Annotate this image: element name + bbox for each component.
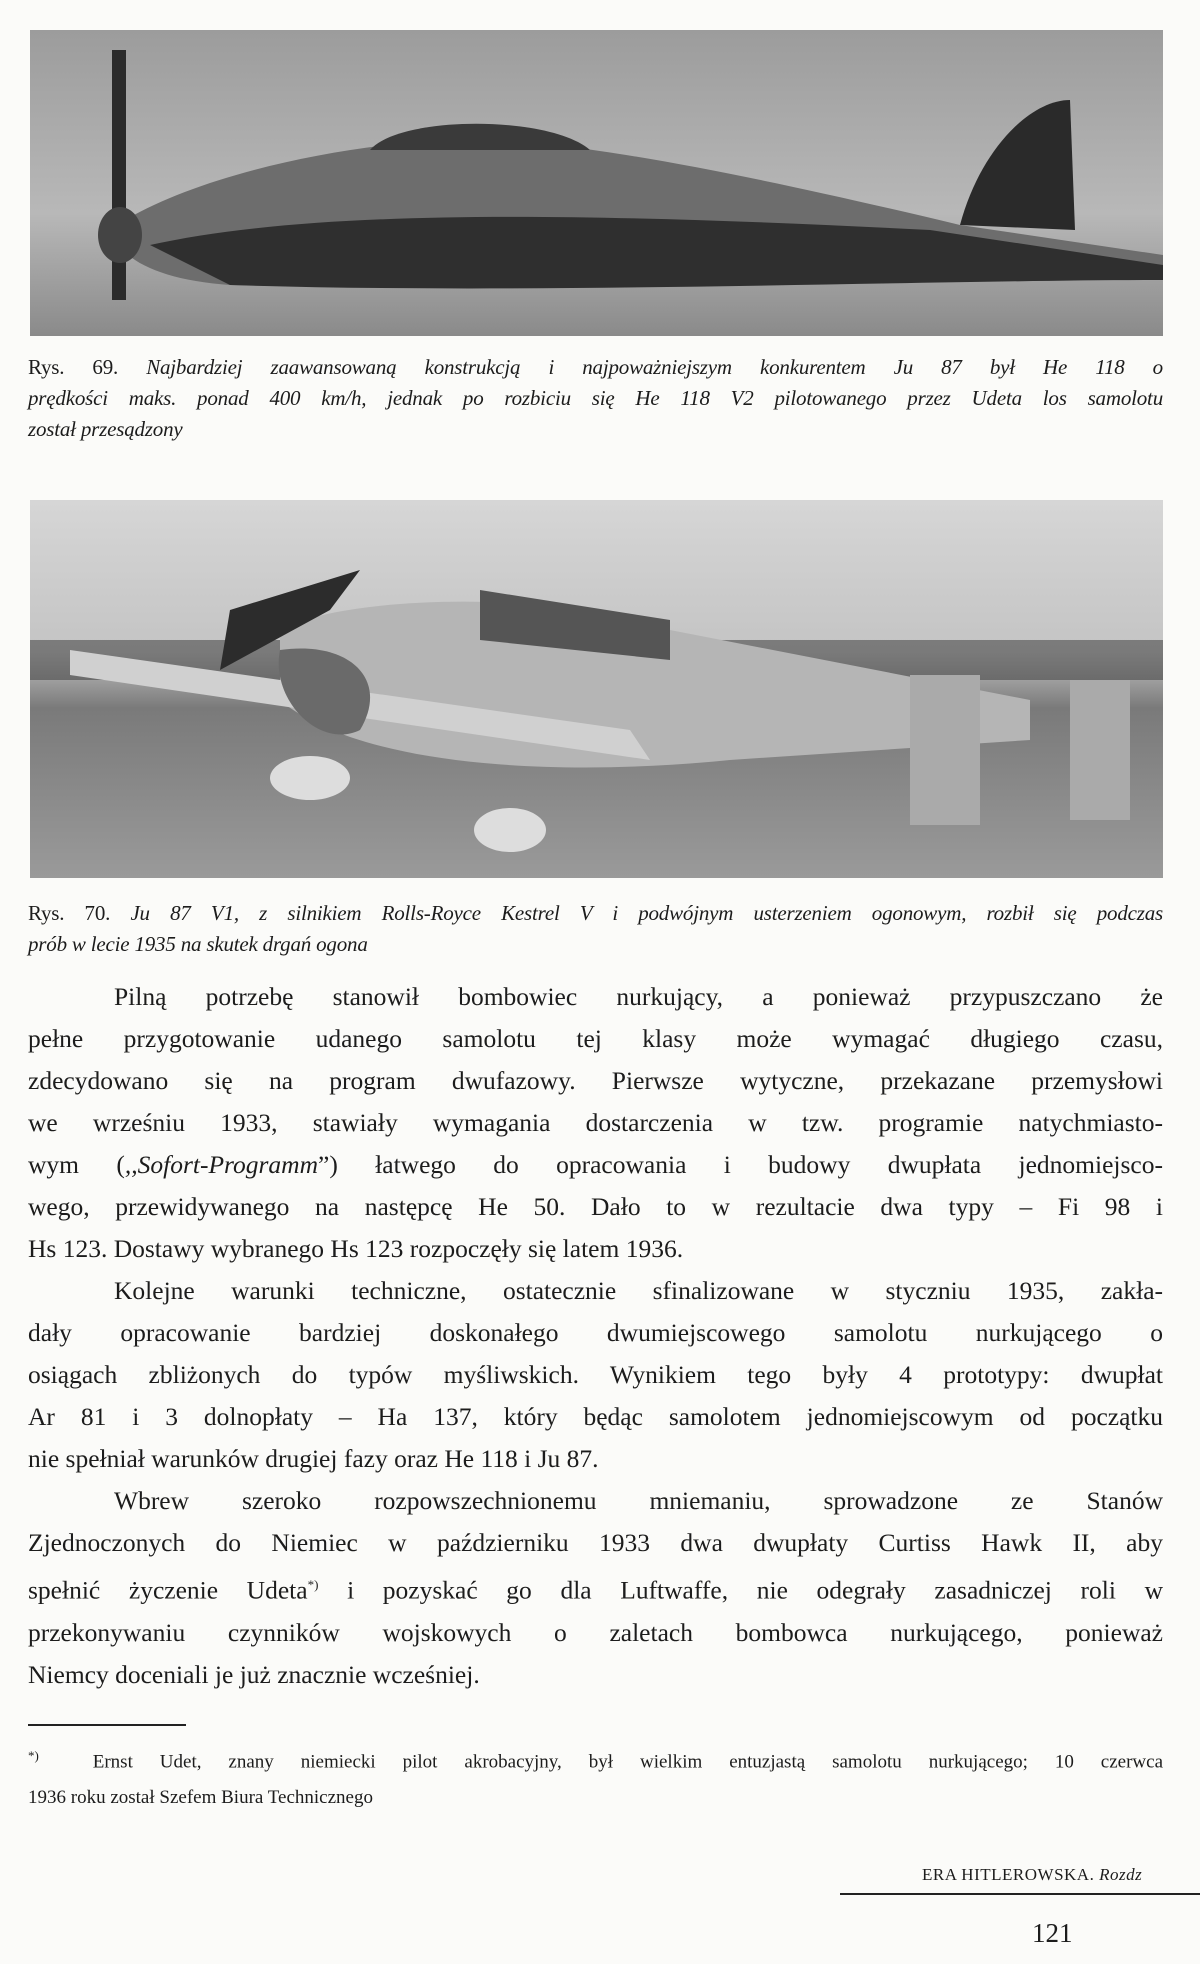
- running-head: ERA HITLEROWSKA. Rozdz: [922, 1865, 1143, 1884]
- body-text: [28, 976, 1163, 1696]
- figure-label: Rys. 69.: [28, 355, 119, 379]
- page-number: 121: [1032, 1918, 1073, 1948]
- running-head-rule: [840, 1893, 1200, 1895]
- figure-70-caption: Rys. 70. Ju 87 V1, z silnikiem Rolls-Royce Kestrel V i podwójnym usterzeniem ogonowym, rozbił się podczas prób w lecie 1935 na skutek drgań ogona: [28, 901, 1163, 956]
- figure-label: Rys. 70.: [28, 901, 111, 925]
- paragraph-2: Kolejne warunki techniczne, ostatecznie sfinalizowane w styczniu 1935, zakła- dały opracowanie bardziej doskonałego dwumiejscowego samolotu nurkującego o osiągach zbliżonych do typów myśliwskich. Wynikiem tego były 4 prototypy: dwupłat Ar 81 i 3 dolnopłaty – Ha 137, który będąc samolotem jednomiejscowym od początku nie spełniał warunków drugiej fazy oraz He 118 i Ju 87.: [28, 1276, 1163, 1473]
- paragraph-1: Pilną potrzebę stanowił bombowiec nurkujący, a ponieważ przypuszczano że pełne przygotowanie udanego samolotu tej klasy może wymagać długiego czasu, zdecydowano się na program dwufazowy. Pierwsze wytyczne, przekazane przemysłowi we wrześniu 1933, stawiały wymagania dostarczenia w tzw. programie natychmiasto- wym (,,Sofort-Programm”) łatwego do opracowania i budowy dwupłata jednomiejsco- wego, przewidywanego na następcę He 50. Dało to w rezultacie dwa typy – Fi 98 i Hs 123. Dostawy wybranego Hs 123 rozpoczęły się latem 1936.: [28, 982, 1163, 1263]
- footnote-reference[interactable]: *): [307, 1577, 319, 1592]
- footnote-divider: [28, 1724, 186, 1726]
- paragraph-3: Wbrew szeroko rozpowszechnionemu mniemaniu, sprowadzone ze Stanów Zjednoczonych do Niemiec w październiku 1933 dwa dwupłaty Curtiss Hawk II, aby spełnić życzenie Udeta*) i pozyskać go dla Luftwaffe, nie odegrały zasadniczej roli w przekonywaniu czynników wojskowych o zaletach bombowca nurkującego, ponieważ Niemcy doceniali je już znacznie wcześniej.: [28, 1486, 1163, 1689]
- photo-he-118: [30, 30, 1163, 336]
- photo-ju-87-v1: [30, 500, 1163, 878]
- figure-69-caption: Rys. 69. Najbardziej zaawansowaną konstrukcją i najpoważniejszym konkurentem Ju 87 był He 118 o prędkości maks. ponad 400 km/h, jednak po rozbiciu się He 118 V2 pilotowanego przez Udeta los samolotu został przesądzony: [28, 355, 1163, 441]
- sofort-programm: ,,Sofort-Programm: [124, 1150, 319, 1179]
- footnote-marker: *): [28, 1748, 39, 1763]
- footnote: *) Ernst Udet, znany niemiecki pilot akrobacyjny, był wielkim entuzjastą samolotu nurkującego; 10 czerwca 1936 roku został Szefem Biura Technicznego: [28, 1748, 1164, 1809]
